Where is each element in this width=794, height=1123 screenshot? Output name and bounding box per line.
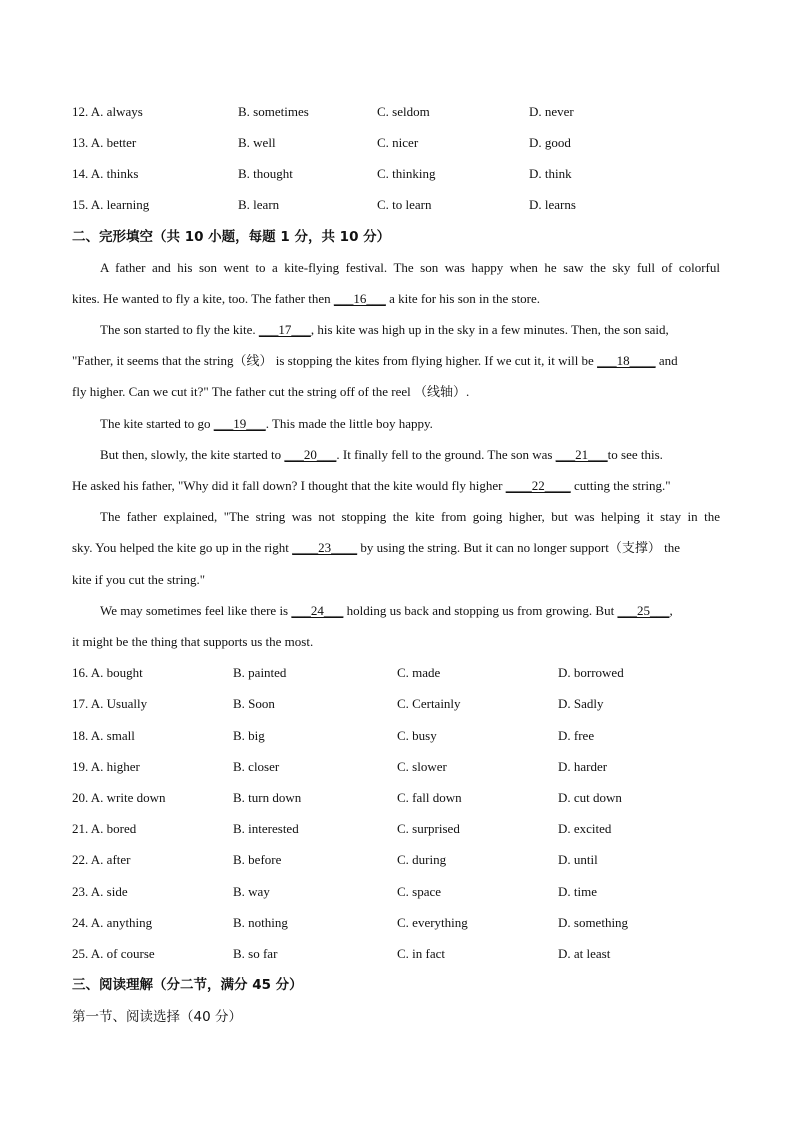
- option-b: B. painted: [233, 665, 287, 680]
- option-c: C. in fact: [397, 946, 446, 961]
- option-c: C. surprised: [397, 821, 460, 836]
- section-3-heading: 三、阅读理解（分二节，满分 45 分）: [72, 977, 303, 993]
- option-row-18: [72, 726, 752, 746]
- option-a: 18. A. small: [72, 728, 135, 743]
- option-row-23: [72, 882, 752, 902]
- blank-16: ___16___: [333, 291, 386, 306]
- option-c: C. to learn: [377, 197, 432, 212]
- option-a: 25. A. of course: [72, 946, 155, 961]
- option-row-12: [72, 102, 752, 122]
- option-row-14: [72, 164, 752, 184]
- passage-line: fly higher. Can we cut it?" The father cut the string off of the reel （线轴）.: [72, 384, 470, 399]
- option-d: D. harder: [558, 759, 608, 774]
- passage-line: "Father, it seems that the string（线） is stopping the kites from flying higher. If we cut it, it will be ___18____ and: [72, 351, 720, 371]
- option-a: 15. A. learning: [72, 197, 150, 212]
- passage-line: kite if you cut the string.": [72, 572, 206, 587]
- option-d: D. free: [558, 728, 595, 743]
- option-d: D. learns: [529, 197, 576, 212]
- passage-line: We may sometimes feel like there is ___24___ holding us back and stopping us from growing. But ___25___,: [100, 601, 720, 621]
- option-b: B. way: [233, 884, 270, 899]
- option-d: D. cut down: [558, 790, 622, 805]
- option-a: 14. A. thinks: [72, 166, 139, 181]
- option-c: C. space: [397, 884, 442, 899]
- option-d: D. borrowed: [558, 665, 624, 680]
- option-c: C. made: [397, 665, 441, 680]
- option-a: 21. A. bored: [72, 821, 137, 836]
- passage-line: But then, slowly, the kite started to ___20___. It finally fell to the ground. The son was ___21___to see this.: [100, 445, 720, 465]
- option-b: B. sometimes: [238, 104, 309, 119]
- option-c: C. everything: [397, 915, 468, 930]
- blank-20: ___20___: [284, 447, 337, 462]
- option-b: B. interested: [233, 821, 299, 836]
- option-row-16: [72, 663, 752, 683]
- passage-line: sky. You helped the kite go up in the right ____23____ by using the string. But it can no longer support（支撑） the: [72, 538, 720, 558]
- option-b: B. nothing: [233, 915, 288, 930]
- option-b: B. so far: [233, 946, 278, 961]
- option-row-24: [72, 913, 752, 933]
- option-c: C. fall down: [397, 790, 462, 805]
- section-3-subheading: 第一节、阅读选择（40 分）: [72, 1009, 242, 1025]
- option-d: D. never: [529, 104, 574, 119]
- option-c: C. nicer: [377, 135, 419, 150]
- passage-line: it might be the thing that supports us the most.: [72, 634, 314, 649]
- passage-line: He asked his father, "Why did it fall down? I thought that the kite would fly higher ____22____ cutting the string.": [72, 476, 720, 496]
- option-c: C. seldom: [377, 104, 430, 119]
- option-d: D. Sadly: [558, 696, 604, 711]
- option-a: 22. A. after: [72, 852, 131, 867]
- option-row-21: [72, 819, 752, 839]
- option-d: D. until: [558, 852, 598, 867]
- option-d: D. think: [529, 166, 572, 181]
- option-b: B. thought: [238, 166, 293, 181]
- option-a: 17. A. Usually: [72, 696, 148, 711]
- blank-25: ___25___: [617, 603, 670, 618]
- option-c: C. slower: [397, 759, 447, 774]
- option-c: C. during: [397, 852, 447, 867]
- option-a: 20. A. write down: [72, 790, 166, 805]
- option-b: B. learn: [238, 197, 280, 212]
- option-b: B. turn down: [233, 790, 302, 805]
- option-d: D. excited: [558, 821, 612, 836]
- option-row-20: [72, 788, 752, 808]
- option-d: D. at least: [558, 946, 611, 961]
- option-a: 16. A. bought: [72, 665, 143, 680]
- option-c: C. thinking: [377, 166, 436, 181]
- blank-17: ___17___: [258, 322, 311, 337]
- option-c: C. Certainly: [397, 696, 461, 711]
- blank-22: ____22____: [505, 478, 571, 493]
- blank-18: ___18____: [597, 353, 656, 368]
- option-b: B. closer: [233, 759, 280, 774]
- option-row-22: [72, 850, 752, 870]
- option-c: C. busy: [397, 728, 437, 743]
- option-row-25: [72, 944, 752, 964]
- option-a: 19. A. higher: [72, 759, 140, 774]
- option-b: B. big: [233, 728, 265, 743]
- option-d: D. time: [558, 884, 597, 899]
- option-d: D. something: [558, 915, 629, 930]
- option-row-15: [72, 195, 752, 215]
- option-row-13: [72, 133, 752, 153]
- option-a: 13. A. better: [72, 135, 137, 150]
- passage-line: The kite started to go ___19___. This made the little boy happy.: [100, 414, 720, 434]
- option-a: 24. A. anything: [72, 915, 153, 930]
- option-b: B. well: [238, 135, 276, 150]
- option-d: D. good: [529, 135, 571, 150]
- passage-line: kites. He wanted to fly a kite, too. The father then ___16___ a kite for his son in the store.: [72, 289, 720, 309]
- blank-24: ___24___: [291, 603, 344, 618]
- blank-21: ___21___: [555, 447, 608, 462]
- option-a: 12. A. always: [72, 104, 143, 119]
- section-2-heading: 二、完形填空（共 10 小题，每题 1 分，共 10 分）: [72, 229, 391, 245]
- option-b: B. before: [233, 852, 282, 867]
- option-row-17: [72, 694, 752, 714]
- passage-line: A father and his son went to a kite-flying festival. The son was happy when he saw the sky full of colorful: [100, 260, 720, 275]
- passage-line: The father explained, "The string was not stopping the kite from going higher, but was helping it stay in the: [100, 509, 720, 524]
- option-a: 23. A. side: [72, 884, 128, 899]
- blank-23: ____23____: [292, 540, 358, 555]
- blank-19: ___19___: [213, 416, 266, 431]
- option-row-19: [72, 757, 752, 777]
- option-b: B. Soon: [233, 696, 275, 711]
- passage-line: The son started to fly the kite. ___17___, his kite was high up in the sky in a few minutes. Then, the son said,: [100, 320, 720, 340]
